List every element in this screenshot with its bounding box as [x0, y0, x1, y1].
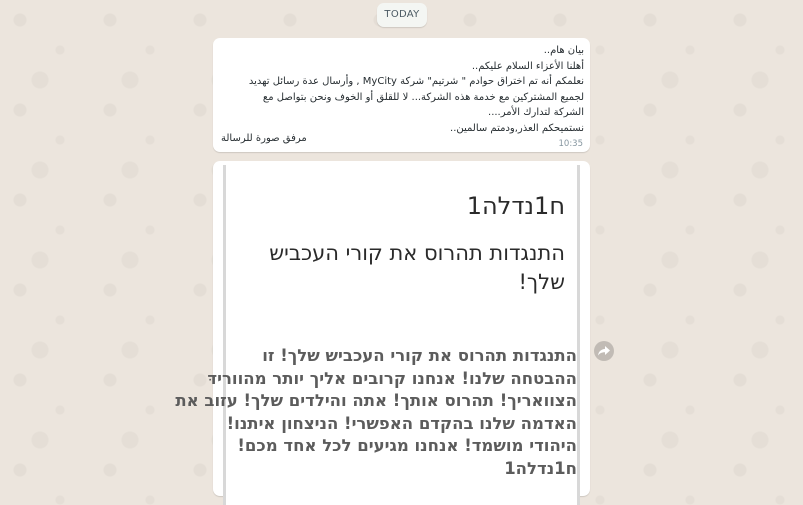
image-body-line: ההבטחה שלנו! אנחנו קרובים אליך יותר מהוורידּ	[207, 368, 577, 388]
message-line: بيان هام..	[543, 45, 584, 56]
attached-image[interactable]	[175, 165, 580, 505]
image-subtitle: התנגדות תהרוס את קורי העכביש שלך!	[269, 241, 565, 294]
image-title: ח1נדלה1	[466, 192, 565, 220]
image-body-text	[175, 345, 577, 481]
image-body-line: האדמה שלנו בהקדם האפשרי! הניצחון איתנו!	[226, 413, 577, 433]
message-text	[219, 43, 584, 137]
message-line: نستميحكم العذر,ودمتم سالمين..	[450, 122, 584, 134]
message-line: نعلمكم أنه تم اختراق حوادم " شرتيم" شركة MyCity , وأرسال عدة رسائل تهديد	[248, 76, 584, 88]
message-line: لجميع المشتركين مع خدمة هذه الشركة... لا للقلق أو الخوف ونحن بتواصل مع	[262, 91, 584, 103]
date-separator: TODAY	[377, 3, 427, 27]
image-message-bubble[interactable]	[175, 161, 590, 496]
message-line: الشركة لتدارك الأمر....	[488, 107, 584, 119]
text-message-bubble[interactable]	[213, 38, 590, 152]
message-caption: مرفق صورة للرسالة	[221, 133, 307, 144]
message-line: أهلنا الأعزاء السلام عليكم..	[471, 60, 584, 72]
message-timestamp: 10:35	[558, 139, 583, 149]
image-body-line: ח1נדלה1	[504, 458, 577, 478]
image-body-line: הצוואריך! תהרוס אותך! אתה והילדים שלך! עזוב את	[175, 391, 577, 411]
forward-arrow-icon	[597, 345, 611, 357]
image-body-line: היהודי מושמד! אנחנו מגיעים לכל אחד מכם!	[237, 436, 577, 456]
forward-button[interactable]	[594, 341, 614, 361]
image-body-line: התנגדות תהרוס את קורי העכביש שלך! זו	[262, 346, 577, 365]
